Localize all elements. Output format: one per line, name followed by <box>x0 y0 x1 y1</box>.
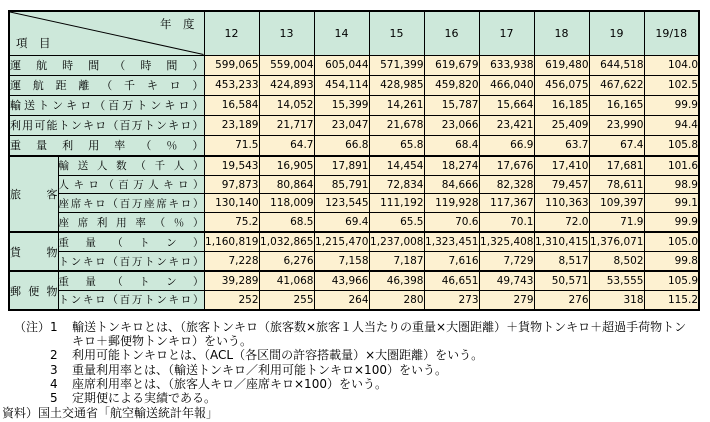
notes-label <box>2 348 50 362</box>
table-cell: 17,410 <box>534 156 589 175</box>
table-cell: 599,065 <box>204 55 259 75</box>
table-cell: 118,009 <box>259 194 314 213</box>
table-body <box>9 55 699 310</box>
row-group-label: 旅客 <box>9 156 58 233</box>
table-cell: 619,480 <box>534 55 589 75</box>
table-cell: 8,502 <box>589 252 644 271</box>
table-row <box>9 115 699 135</box>
table-cell: 454,114 <box>314 75 369 95</box>
table-cell: 105.9 <box>644 271 699 290</box>
table-cell: 79,457 <box>534 175 589 194</box>
table-cell: 633,938 <box>479 55 534 75</box>
table-row <box>9 175 699 194</box>
year-axis-label: 年 度 <box>160 17 195 31</box>
note-number: 2 <box>50 348 58 363</box>
table-cell: 115.2 <box>644 290 699 310</box>
table-cell: 16,584 <box>204 95 259 115</box>
table-cell: 17,891 <box>314 156 369 175</box>
table-cell: 1,237,008 <box>369 232 424 251</box>
table-cell: 23,047 <box>314 115 369 135</box>
table-cell: 84,666 <box>424 175 479 194</box>
table-row <box>9 156 699 175</box>
table-cell: 559,004 <box>259 55 314 75</box>
table-cell: 453,233 <box>204 75 259 95</box>
table-cell: 1,215,470 <box>314 232 369 251</box>
table-cell: 109,397 <box>589 194 644 213</box>
row-label: 運航時間（時間） <box>9 55 204 75</box>
table-cell: 276 <box>534 290 589 310</box>
table-cell: 15,399 <box>314 95 369 115</box>
table-cell: 72.0 <box>534 213 589 232</box>
table-row <box>9 252 699 271</box>
note-number <box>50 334 72 348</box>
table-cell: 7,187 <box>369 252 424 271</box>
table-cell: 130,140 <box>204 194 259 213</box>
table-cell: 99.9 <box>644 213 699 232</box>
table-cell: 571,399 <box>369 55 424 75</box>
item-axis-label: 項 目 <box>16 35 51 50</box>
table-cell: 318 <box>589 290 644 310</box>
notes-label: （注） <box>14 320 51 334</box>
table-cell: 94.4 <box>644 115 699 135</box>
row-label: トンキロ（百万トンキロ） <box>58 252 204 271</box>
corner-header-cell <box>9 11 204 55</box>
note-text: 座席利用率とは、（旅客人キロ／座席キロ×100）をいう。 <box>72 376 387 391</box>
table-cell: 111,192 <box>369 194 424 213</box>
table-cell: 99.1 <box>644 194 699 213</box>
row-group-label: 郵便物 <box>9 271 58 310</box>
row-group-label: 貨物 <box>9 232 58 271</box>
note-line <box>2 334 708 348</box>
table-cell: 66.9 <box>479 135 534 156</box>
table-row <box>9 271 699 290</box>
table-cell: 85,791 <box>314 175 369 194</box>
row-label: 座席利用率（％） <box>58 213 204 232</box>
note-text: 輸送トンキロとは、（旅客トンキロ（旅客数×旅客１人当たりの重量×大圏距離）＋貨物トンキロ＋超過手荷物トン <box>72 320 687 334</box>
table-cell: 98.9 <box>644 175 699 194</box>
table-cell: 69.4 <box>314 213 369 232</box>
table-cell: 21,717 <box>259 115 314 135</box>
table-cell: 15,664 <box>479 95 534 115</box>
note-line <box>2 348 708 362</box>
note-text: 利用可能トンキロとは、（ACL（各区間の許容搭載量）×大圏距離）をいう。 <box>72 348 484 363</box>
note-line <box>2 363 708 377</box>
table-cell: 7,729 <box>479 252 534 271</box>
table-row <box>9 290 699 310</box>
table-cell: 17,681 <box>589 156 644 175</box>
table-cell: 466,040 <box>479 75 534 95</box>
note-text: 重量利用率とは、（輸送トンキロ／利用可能トンキロ×100）をいう。 <box>72 362 447 377</box>
table-cell: 23,189 <box>204 115 259 135</box>
table-cell: 99.9 <box>644 95 699 115</box>
row-label: 重量（トン） <box>58 271 204 290</box>
table-cell: 14,052 <box>259 95 314 115</box>
table-cell: 66.8 <box>314 135 369 156</box>
table-cell: 49,743 <box>479 271 534 290</box>
note-line <box>2 377 708 391</box>
table-cell: 14,454 <box>369 156 424 175</box>
table-cell: 72,834 <box>369 175 424 194</box>
note-line <box>2 320 708 334</box>
table-cell: 7,158 <box>314 252 369 271</box>
row-label: 重量（トン） <box>58 232 204 251</box>
table-cell: 99.8 <box>644 252 699 271</box>
table-cell: 6,276 <box>259 252 314 271</box>
table-cell: 17,676 <box>479 156 534 175</box>
row-label: 運航距離（千キロ） <box>9 75 204 95</box>
year-column-header: 16 <box>424 11 479 55</box>
table-cell: 467,622 <box>589 75 644 95</box>
table-cell: 70.1 <box>479 213 534 232</box>
note-text: キロ＋郵便物トンキロ）をいう。 <box>72 334 253 349</box>
table-cell: 619,679 <box>424 55 479 75</box>
table-cell: 78,611 <box>589 175 644 194</box>
table-cell: 25,409 <box>534 115 589 135</box>
note-number: 1 <box>50 320 58 334</box>
table-cell: 65.8 <box>369 135 424 156</box>
table-cell: 43,966 <box>314 271 369 290</box>
notes-label <box>2 363 50 377</box>
note-number: 5 <box>50 391 58 406</box>
table-cell: 64.7 <box>259 135 314 156</box>
row-label: 人キロ（百万人キロ） <box>58 175 204 194</box>
table-cell: 1,310,415 <box>534 232 589 251</box>
table-cell: 75.2 <box>204 213 259 232</box>
row-label: 輸送人数（千人） <box>58 156 204 175</box>
table-cell: 68.4 <box>424 135 479 156</box>
row-label: 利用可能トンキロ（百万トンキロ） <box>9 115 204 135</box>
table-cell: 252 <box>204 290 259 310</box>
notes-list <box>2 320 708 405</box>
aviation-stats-table <box>8 10 700 311</box>
table-cell: 644,518 <box>589 55 644 75</box>
table-row <box>9 75 699 95</box>
table-cell: 46,651 <box>424 271 479 290</box>
table-cell: 21,678 <box>369 115 424 135</box>
table-cell: 605,044 <box>314 55 369 75</box>
table-cell: 19,543 <box>204 156 259 175</box>
notes-label <box>2 334 50 348</box>
table-cell: 46,398 <box>369 271 424 290</box>
note-text: 定期便による実績である。 <box>72 391 217 406</box>
table-cell: 97,873 <box>204 175 259 194</box>
table-row <box>9 194 699 213</box>
table-cell: 71.9 <box>589 213 644 232</box>
year-column-header: 14 <box>314 11 369 55</box>
notes-section <box>2 320 708 420</box>
row-label: 重量利用率（％） <box>9 135 204 156</box>
table-cell: 459,820 <box>424 75 479 95</box>
note-number: 3 <box>50 362 58 377</box>
note-line <box>2 391 708 405</box>
table-cell: 102.5 <box>644 75 699 95</box>
table-cell: 63.7 <box>534 135 589 156</box>
table-row <box>9 95 699 115</box>
table-cell: 456,075 <box>534 75 589 95</box>
year-column-header: 17 <box>479 11 534 55</box>
table-cell: 65.5 <box>369 213 424 232</box>
table-cell: 23,066 <box>424 115 479 135</box>
table-cell: 255 <box>259 290 314 310</box>
table-cell: 428,985 <box>369 75 424 95</box>
table-cell: 1,323,451 <box>424 232 479 251</box>
table-cell: 104.0 <box>644 55 699 75</box>
table-cell: 68.5 <box>259 213 314 232</box>
table-cell: 80,864 <box>259 175 314 194</box>
table-cell: 23,990 <box>589 115 644 135</box>
table-cell: 23,421 <box>479 115 534 135</box>
table-cell: 280 <box>369 290 424 310</box>
table-cell: 16,185 <box>534 95 589 115</box>
table-cell: 1,376,071 <box>589 232 644 251</box>
table-cell: 53,555 <box>589 271 644 290</box>
table-cell: 7,228 <box>204 252 259 271</box>
table-cell: 273 <box>424 290 479 310</box>
row-label: 輸送トンキロ（百万トンキロ） <box>9 95 204 115</box>
year-column-header: 13 <box>259 11 314 55</box>
table-row <box>9 135 699 156</box>
year-column-header: 19/18 <box>644 11 699 55</box>
table-cell: 8,517 <box>534 252 589 271</box>
table-cell: 1,160,819 <box>204 232 259 251</box>
notes-label <box>2 377 50 391</box>
table-cell: 117,367 <box>479 194 534 213</box>
table-cell: 50,571 <box>534 271 589 290</box>
table-cell: 279 <box>479 290 534 310</box>
note-number: 4 <box>50 376 58 391</box>
table-cell: 110,363 <box>534 194 589 213</box>
table-row <box>9 213 699 232</box>
table-cell: 82,328 <box>479 175 534 194</box>
table-cell: 264 <box>314 290 369 310</box>
year-column-header: 18 <box>534 11 589 55</box>
table-cell: 18,274 <box>424 156 479 175</box>
table-cell: 70.6 <box>424 213 479 232</box>
table-cell: 101.6 <box>644 156 699 175</box>
table-cell: 7,616 <box>424 252 479 271</box>
row-label: トンキロ（百万トンキロ） <box>58 290 204 310</box>
table-row <box>9 55 699 75</box>
table-cell: 119,928 <box>424 194 479 213</box>
table-cell: 41,068 <box>259 271 314 290</box>
table-row <box>9 232 699 251</box>
table-cell: 16,165 <box>589 95 644 115</box>
table-cell: 123,545 <box>314 194 369 213</box>
table-cell: 67.4 <box>589 135 644 156</box>
table-cell: 1,325,408 <box>479 232 534 251</box>
table-cell: 1,032,865 <box>259 232 314 251</box>
table-cell: 39,289 <box>204 271 259 290</box>
header-row <box>9 11 699 55</box>
table-cell: 105.0 <box>644 232 699 251</box>
table-cell: 105.8 <box>644 135 699 156</box>
table-cell: 16,905 <box>259 156 314 175</box>
table-cell: 71.5 <box>204 135 259 156</box>
year-column-header: 12 <box>204 11 259 55</box>
row-label: 座席キロ（百万座席キロ） <box>58 194 204 213</box>
table-cell: 424,893 <box>259 75 314 95</box>
notes-label <box>2 391 50 405</box>
table-cell: 14,261 <box>369 95 424 115</box>
year-column-header: 15 <box>369 11 424 55</box>
table-cell: 15,787 <box>424 95 479 115</box>
year-column-header: 19 <box>589 11 644 55</box>
source-line: 資料）国土交通省「航空輸送統計年報」 <box>2 406 219 421</box>
